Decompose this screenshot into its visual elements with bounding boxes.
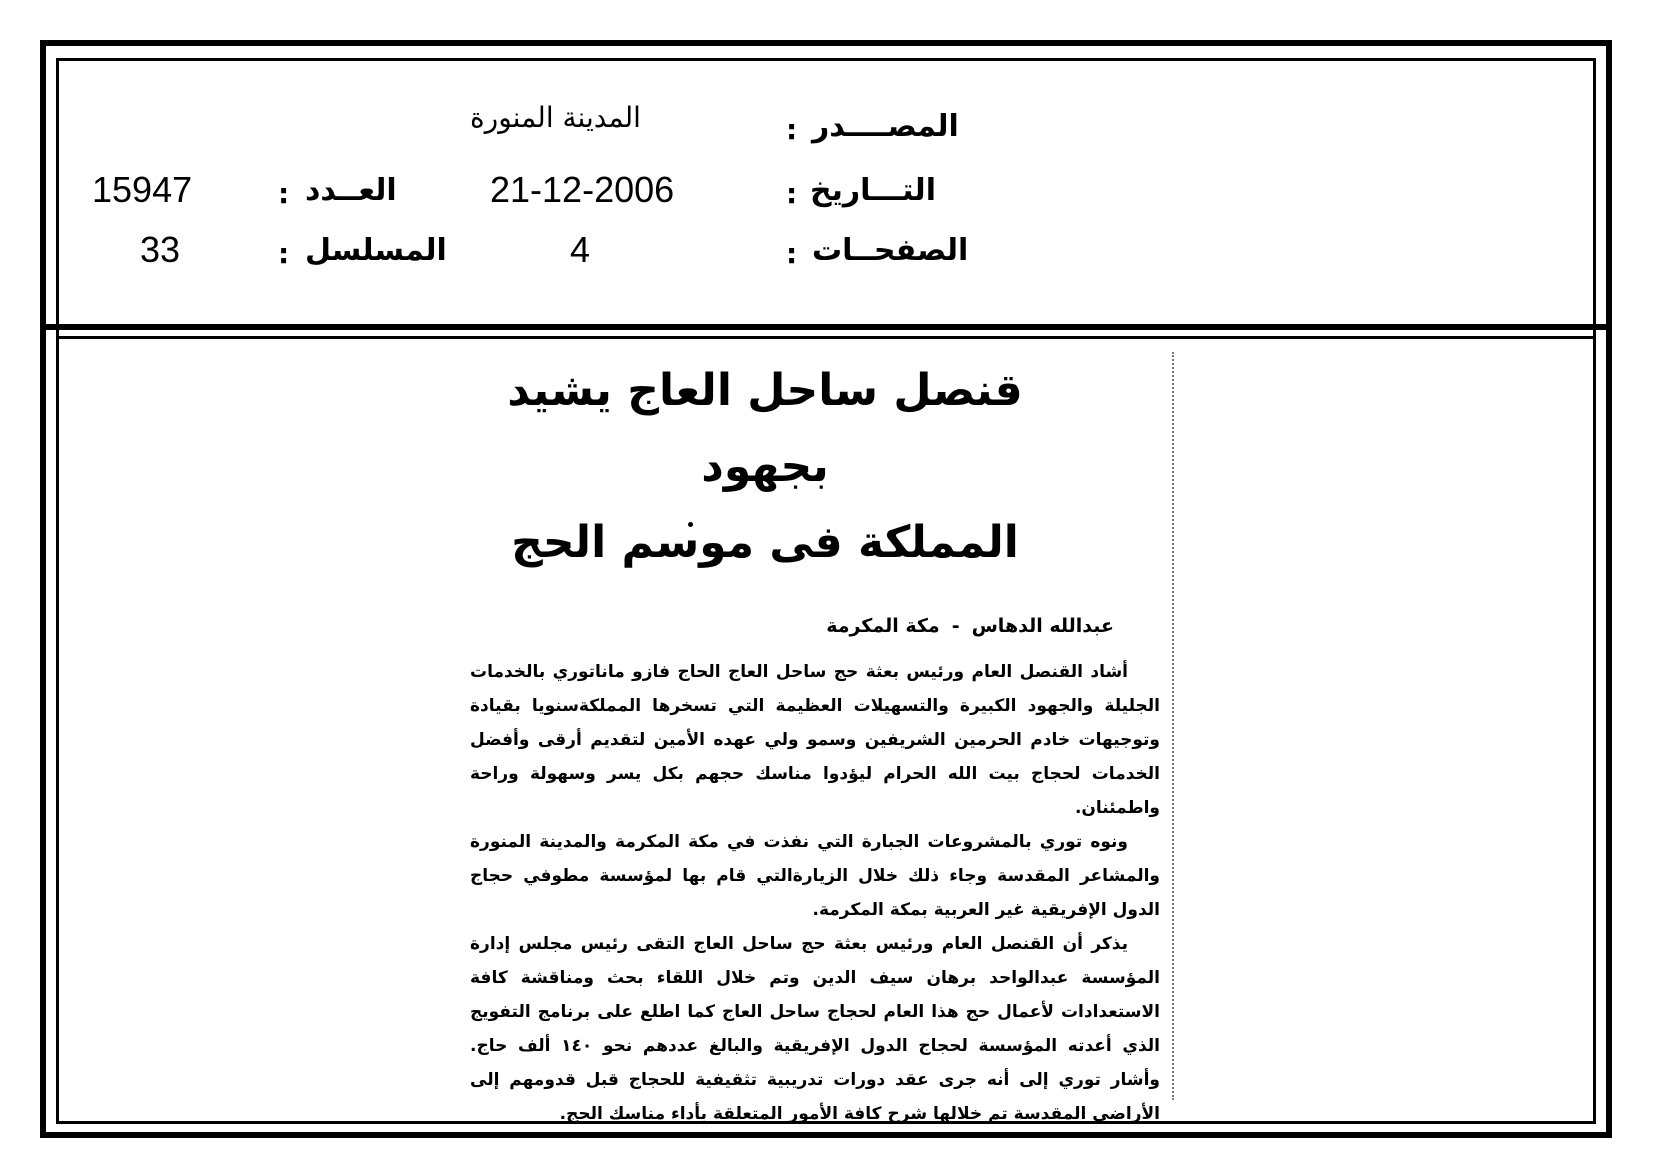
header-divider-inner	[56, 336, 1596, 339]
issue-label: العــدد	[305, 173, 397, 208]
date-label: التـــاريخ	[810, 173, 936, 208]
header-divider	[40, 324, 1612, 330]
pages-value: 4	[570, 229, 591, 270]
byline-separator: -	[951, 615, 960, 637]
serial-colon: :	[278, 237, 290, 270]
column-rule	[1172, 352, 1174, 1100]
source-value: المدينة المنورة	[470, 101, 641, 134]
pages-colon: :	[786, 237, 798, 270]
serial-value: 33	[140, 229, 181, 270]
article-paragraph: أشاد القنصل العام ورئيس بعثة حج ساحل العاج الحاج فازو ماناتوري بالخدمات الجليلة والجهود الكبيرة والتسهيلات العظيمة التي تسخرها المملكةسنويا بقيادة وتوجيهات خادم الحرمين الشريفين وسمو ولي عهده الأمين لتقديم أرقى وأفضل الخدمات لحجاج بيت الله الحرام ليؤدوا مناسك حجهم بكل يسر وسهولة وراحة واطمئنان.	[470, 662, 1160, 818]
article-clipping	[470, 345, 1160, 1124]
issue-value: 15947	[92, 169, 193, 210]
date-colon: :	[786, 177, 798, 210]
headline-line-2: المملكة فى موسم الحج	[511, 517, 1019, 568]
source-colon: :	[786, 113, 798, 146]
serial-label: المسلسل	[305, 233, 447, 268]
date-value: 21-12-2006	[490, 169, 675, 210]
pages-label: الصفحــات	[812, 233, 969, 268]
headline-line-1: قنصل ساحل العاج يشيد بجهود	[507, 365, 1023, 492]
byline-place: مكة المكرمة	[826, 615, 940, 637]
source-label: المصــــدر	[812, 109, 959, 144]
byline	[470, 615, 1160, 637]
issue-colon: :	[278, 177, 290, 210]
article-paragraph: ونوه توري بالمشروعات الجبارة التي نفذت في مكة المكرمة والمدينة المنورة والمشاعر المقدسة وجاء ذلك خلال الزيارةالتي قام بها لمؤسسة مطوفي حجاج الدول الإفريقية غير العربية بمكة المكرمة.	[470, 832, 1160, 920]
headline	[470, 353, 1160, 581]
byline-author: عبدالله الدهاس	[971, 615, 1114, 637]
article-paragraph: يذكر أن القنصل العام ورئيس بعثة حج ساحل العاج التقى رئيس مجلس إدارة المؤسسة عبدالواحد برهان سيف الدين وتم خلال اللقاء بحث ومناقشة كافة الاستعدادات لأعمال حج هذا العام لحجاج ساحل العاج كما اطلع على برنامج التفويج الذي أعدته المؤسسة لحجاج الدول الإفريقية والبالغ عددهم نحو ١٤٠ ألف حاج. وأشار توري إلى أنه جرى عقد دورات تدريبية تثقيفية للحجاج قبل قدومهم إلى الأراضي المقدسة تم خلالها شرح كافة الأمور المتعلقة بأداء مناسك الحج.	[470, 934, 1160, 1124]
